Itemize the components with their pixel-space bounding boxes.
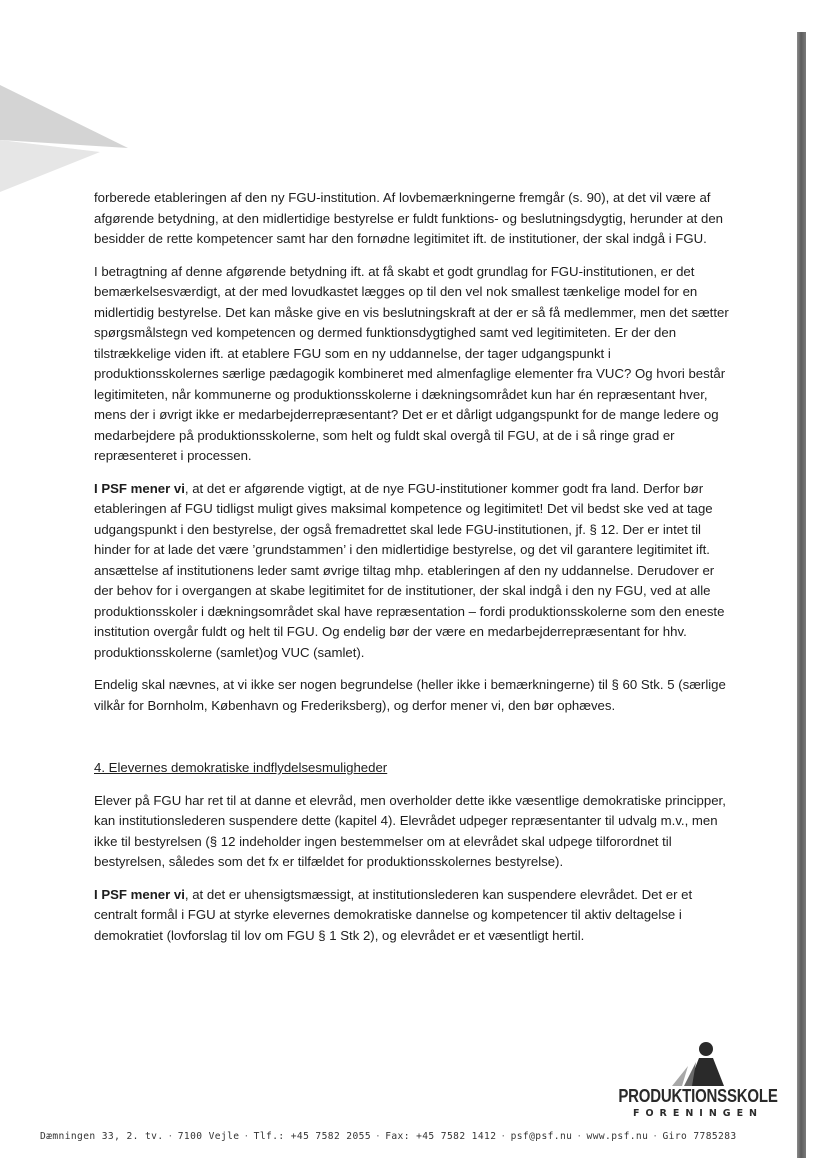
- logo-title: PRODUKTIONSSKOLE: [618, 1085, 778, 1108]
- logo-subtitle: FORENINGEN: [632, 1108, 764, 1119]
- footer-fax: Fax: +45 7582 1412: [385, 1131, 497, 1142]
- paragraph-midlertidig-bestyrelse: forberede etableringen af den ny FGU-institution. Af lovbemærkningerne fremgår (s. 90), at det vil være af afgørende betydning, at den midlertidige bestyrelse er fuldt funktions- og beslutningsdygtig, herunder at den besidder de rette kompetencer samt har den fornødne legitimitet ift. de institutioner, der skal indgå i FGU.: [94, 190, 723, 246]
- paragraph-lead: I PSF mener vi: [94, 480, 185, 496]
- page-edge-bar: [797, 32, 806, 1158]
- paragraph-text: , at det er afgørende vigtigt, at de nye FGU-institutioner kommer godt fra land. Derfor bør etableringen af FGU tidligst muligt gives maksimal kompetence og legitimitet! Det vil bedst ske ved at tage udgangspunkt i den bestyrelse, der også fremadrettet skal lede FGU-institutionen, jf. § 12. Der er intet til hinder for at lade det være ’grundstammen’ i den midlertidige bestyrelse, og det vil garantere legitimitet ift. ansættelse af institutionens leder samt øvrige tiltag mhp. etableringen af den ny uddannelse. Derudover er der behov for i overgangen at skabe legitimitet for de institutioner, der skal indgå i den ny FGU, ved at alle produktionsskoler i dækningsområdet skal have repræsentation – fordi produktionsskolerne som den eneste institution overgår fuldt og helt til FGU. Og endelig bør der være en medarbejderrepræsentant for hhv. produktionsskolerne (samlet)og VUC (samlet).: [94, 480, 725, 660]
- footer-city: 7100 Vejle: [177, 1131, 240, 1142]
- footer-web: www.psf.nu: [586, 1131, 649, 1142]
- footer-giro: Giro 7785283: [662, 1131, 737, 1142]
- footer-email: psf@psf.nu: [510, 1131, 573, 1142]
- footer-address: Dæmningen 33, 2. tv.: [40, 1131, 164, 1142]
- paragraph-psf-mener-elevraad: [94, 885, 734, 947]
- letterhead-footer: Dæmningen 33, 2. tv. · 7100 Vejle · Tlf.: +45 7582 2055 · Fax: +45 7582 1412 · psf@psf.nu · www.psf.nu · Giro 7785283: [40, 1131, 737, 1142]
- paragraph-psf-mener-bestyrelse: [94, 479, 734, 664]
- corner-decoration-icon: [0, 80, 135, 195]
- paragraph-elevraad: Elever på FGU har ret til at danne et elevråd, men overholder dette ikke væsentlige demokratiske principper, kan institutionslederen suspendere dette (kapitel 4). Elevrådet udpeger repræsentanter til udvalg m.v., men ikke til bestyrelsen (§ 12 indeholder ingen bestemmelser om at elevrådet skal udpege tilforordnet til bestyrelsen, således som det fx er tilfældet for produktionsskolernes bestyrelse).: [94, 792, 726, 869]
- paragraph-lead: I PSF mener vi: [94, 886, 185, 902]
- psf-logo: [618, 1040, 778, 1125]
- logo-emblem-icon: [666, 1040, 730, 1088]
- footer-phone: Tlf.: +45 7582 2055: [253, 1131, 372, 1142]
- paragraph-text: , at det er uhensigtsmæssigt, at institutionslederen kan suspendere elevrådet. Det er et centralt formål i FGU at styrke elevernes demokratiske dannelse og kompetencer til aktiv deltagelse i demokratiet (lovforslag til lov om FGU § 1 Stk 2), og elevrådet er et væsentligt hertil.: [94, 886, 693, 943]
- letter-body: [94, 188, 734, 958]
- paragraph-betragtning: I betragtning af denne afgørende betydning ift. at få skabt et godt grundlag for FGU-institutionen, er det bemærkelsesværdigt, at der med lovudkastet lægges op til den vel nok smallest tænkelige model for en midlertidig bestyrelse. Det kan måske give en vis beslutningskraft at der er så få medlemmer, men det sætter spørgsmålstegn ved kompetencen og dermed funktionsdygtighed samt ved legitimiteten. Er der den tilstrækkelige viden ift. at etablere FGU som en ny uddannelse, der tager udgangspunkt i produktionsskolernes særlige pædagogik kombineret med almenfaglige elementer fra VUC? Og hvori består legitimiteten, når kommunerne og produktionsskolerne i dækningsområdet kun har én repræsentant hver, mens der i øvrigt ikke er medarbejderrepræsentant? Det er et dårligt udgangspunkt for de mange ledere og medarbejdere på produktionsskolerne, som helt og fuldt skal overgå til FGU, at de i så ringe grad er repræsenteret i processen.: [94, 263, 729, 463]
- section-heading: 4. Elevernes demokratiske indflydelsesmuligheder: [94, 760, 388, 775]
- paragraph-paragraf-60: Endelig skal nævnes, at vi ikke ser nogen begrundelse (heller ikke i bemærkningerne) til § 60 Stk. 5 (særlige vilkår for Bornholm, København og Frederiksberg), og derfor mener vi, den bør ophæves.: [94, 677, 726, 713]
